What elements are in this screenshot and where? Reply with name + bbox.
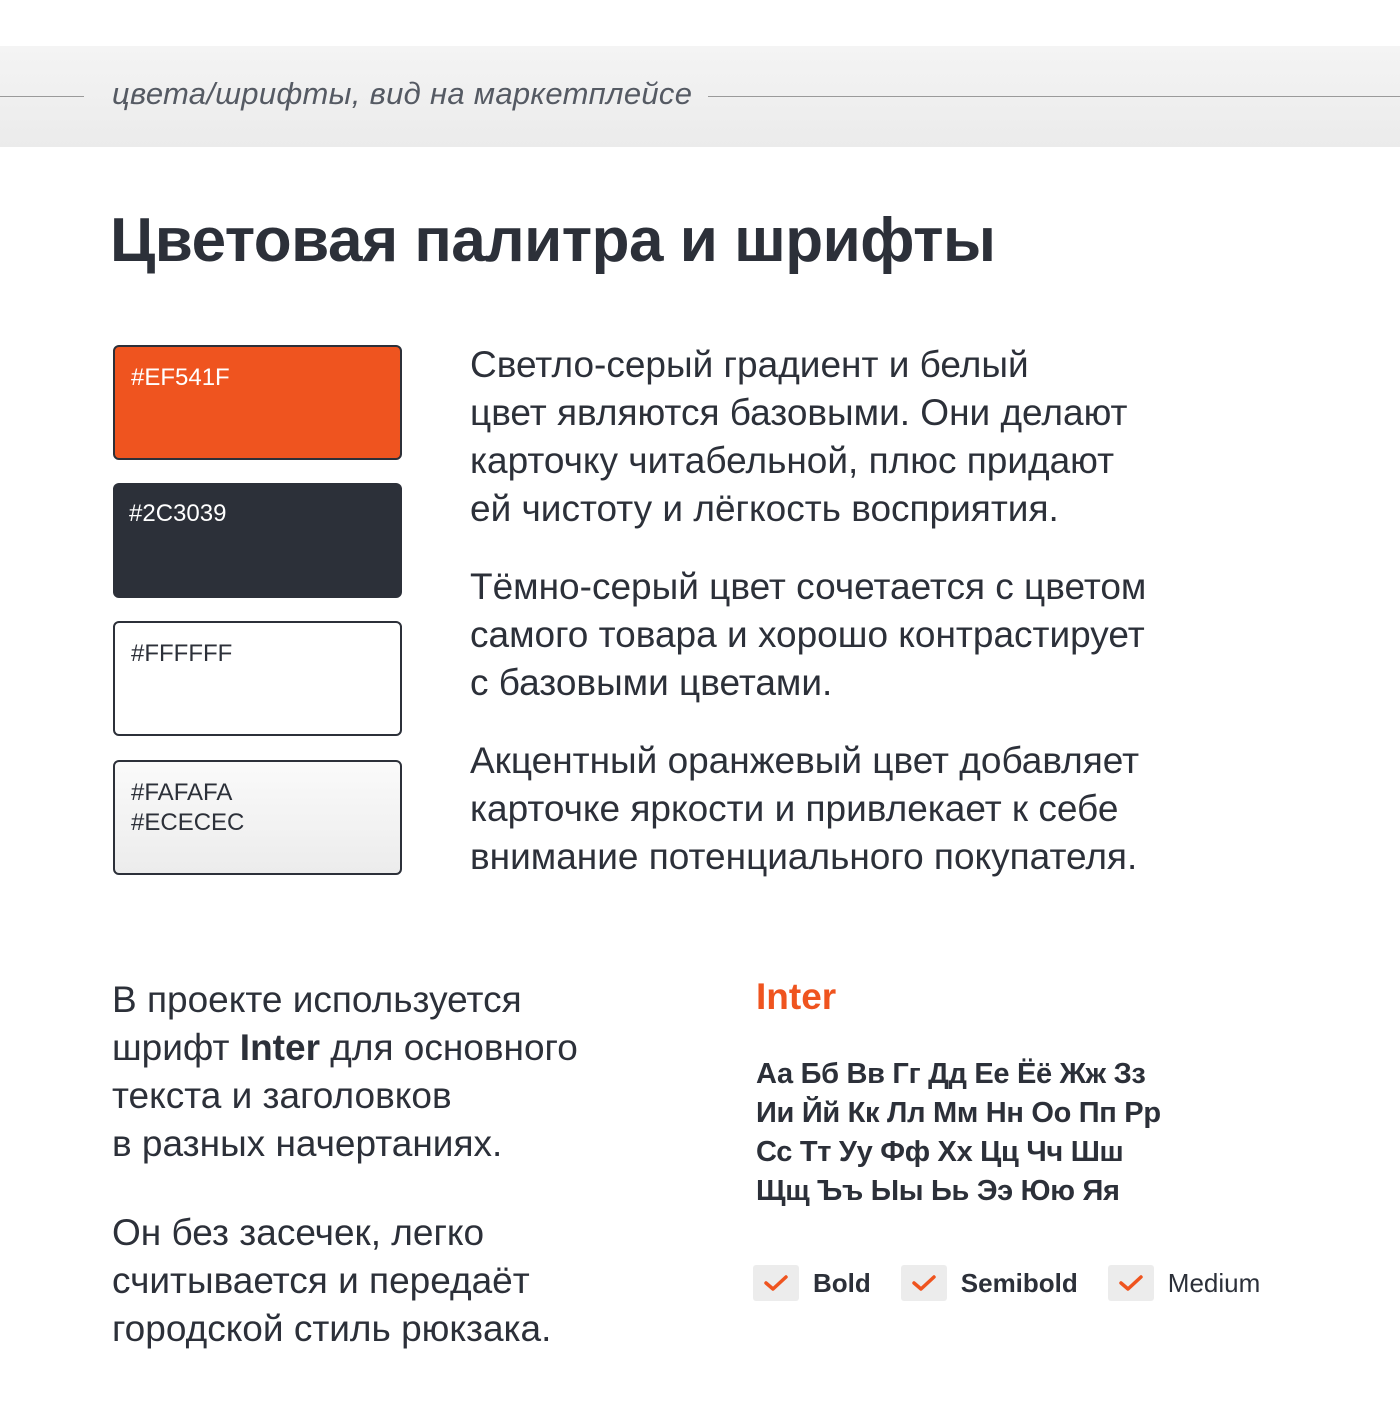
checkmark-icon <box>1108 1265 1154 1301</box>
font-intro-prefix: шрифт <box>112 1027 230 1068</box>
font-intro-paragraph <box>112 976 712 1168</box>
header-caption: цвета/шрифты, вид на маркетплейсе <box>112 76 693 111</box>
swatch-gray-gradient <box>113 760 402 875</box>
font-intro-line4: в разных начертаниях. <box>112 1123 503 1164</box>
description-paragraph-accent: Акцентный оранжевый цвет добавляет карточке яркости и привлекает к себе внимание потенциального покупателя. <box>470 740 1140 877</box>
swatch-dark <box>113 483 402 598</box>
font-alphabet-specimen: Аа Бб Вв Гг Дд Ее Ёё Жж Зз Ии Йй Кк Лл Мм Нн Оо Пп Рр Сс Тт Уу Фф Хх Цц Чч Шш Щщ Ъъ Ыы Ьь Ээ Юю Яя <box>756 1058 1161 1207</box>
font-intro-line3: текста и заголовков <box>112 1075 452 1116</box>
weight-item-medium <box>1108 1265 1260 1301</box>
swatch-orange-label: #EF541F <box>131 364 230 391</box>
weight-item-semibold <box>901 1265 1078 1301</box>
header-divider-left <box>0 96 84 97</box>
font-intro-suffix: для основного <box>330 1027 578 1068</box>
font-intro-line1: В проекте используется <box>112 979 522 1020</box>
font-weights-list <box>753 1264 1260 1302</box>
checkmark-icon <box>753 1265 799 1301</box>
swatch-gray-label: #FAFAFA #ECECEC <box>131 779 245 836</box>
font-specimen-name: Inter <box>756 976 837 1017</box>
description-paragraph-base: Светло-серый градиент и белый цвет являются базовыми. Они делают карточку читабельной, плюс придают ей чистоту и лёгкость восприятия. <box>470 344 1128 529</box>
weight-item-bold <box>753 1265 871 1301</box>
swatch-white <box>113 621 402 736</box>
description-paragraph-dark: Тёмно-серый цвет сочетается с цветом самого товара и хорошо контрастирует с базовыми цветами. <box>470 566 1147 703</box>
swatch-orange <box>113 345 402 460</box>
page-title: Цветовая палитра и шрифты <box>110 206 996 275</box>
weight-label-medium: Medium <box>1167 1267 1261 1298</box>
header-divider-right <box>708 96 1400 97</box>
checkmark-icon <box>901 1265 947 1301</box>
font-note-paragraph: Он без засечек, легко считывается и передаёт городской стиль рюкзака. <box>112 1212 552 1349</box>
font-intro-name: Inter <box>239 1027 320 1068</box>
weight-label-semibold: Semibold <box>960 1267 1078 1298</box>
weight-label-bold: Bold <box>813 1267 871 1298</box>
swatch-dark-label: #2C3039 <box>129 500 227 527</box>
swatch-white-label: #FFFFFF <box>131 640 233 667</box>
